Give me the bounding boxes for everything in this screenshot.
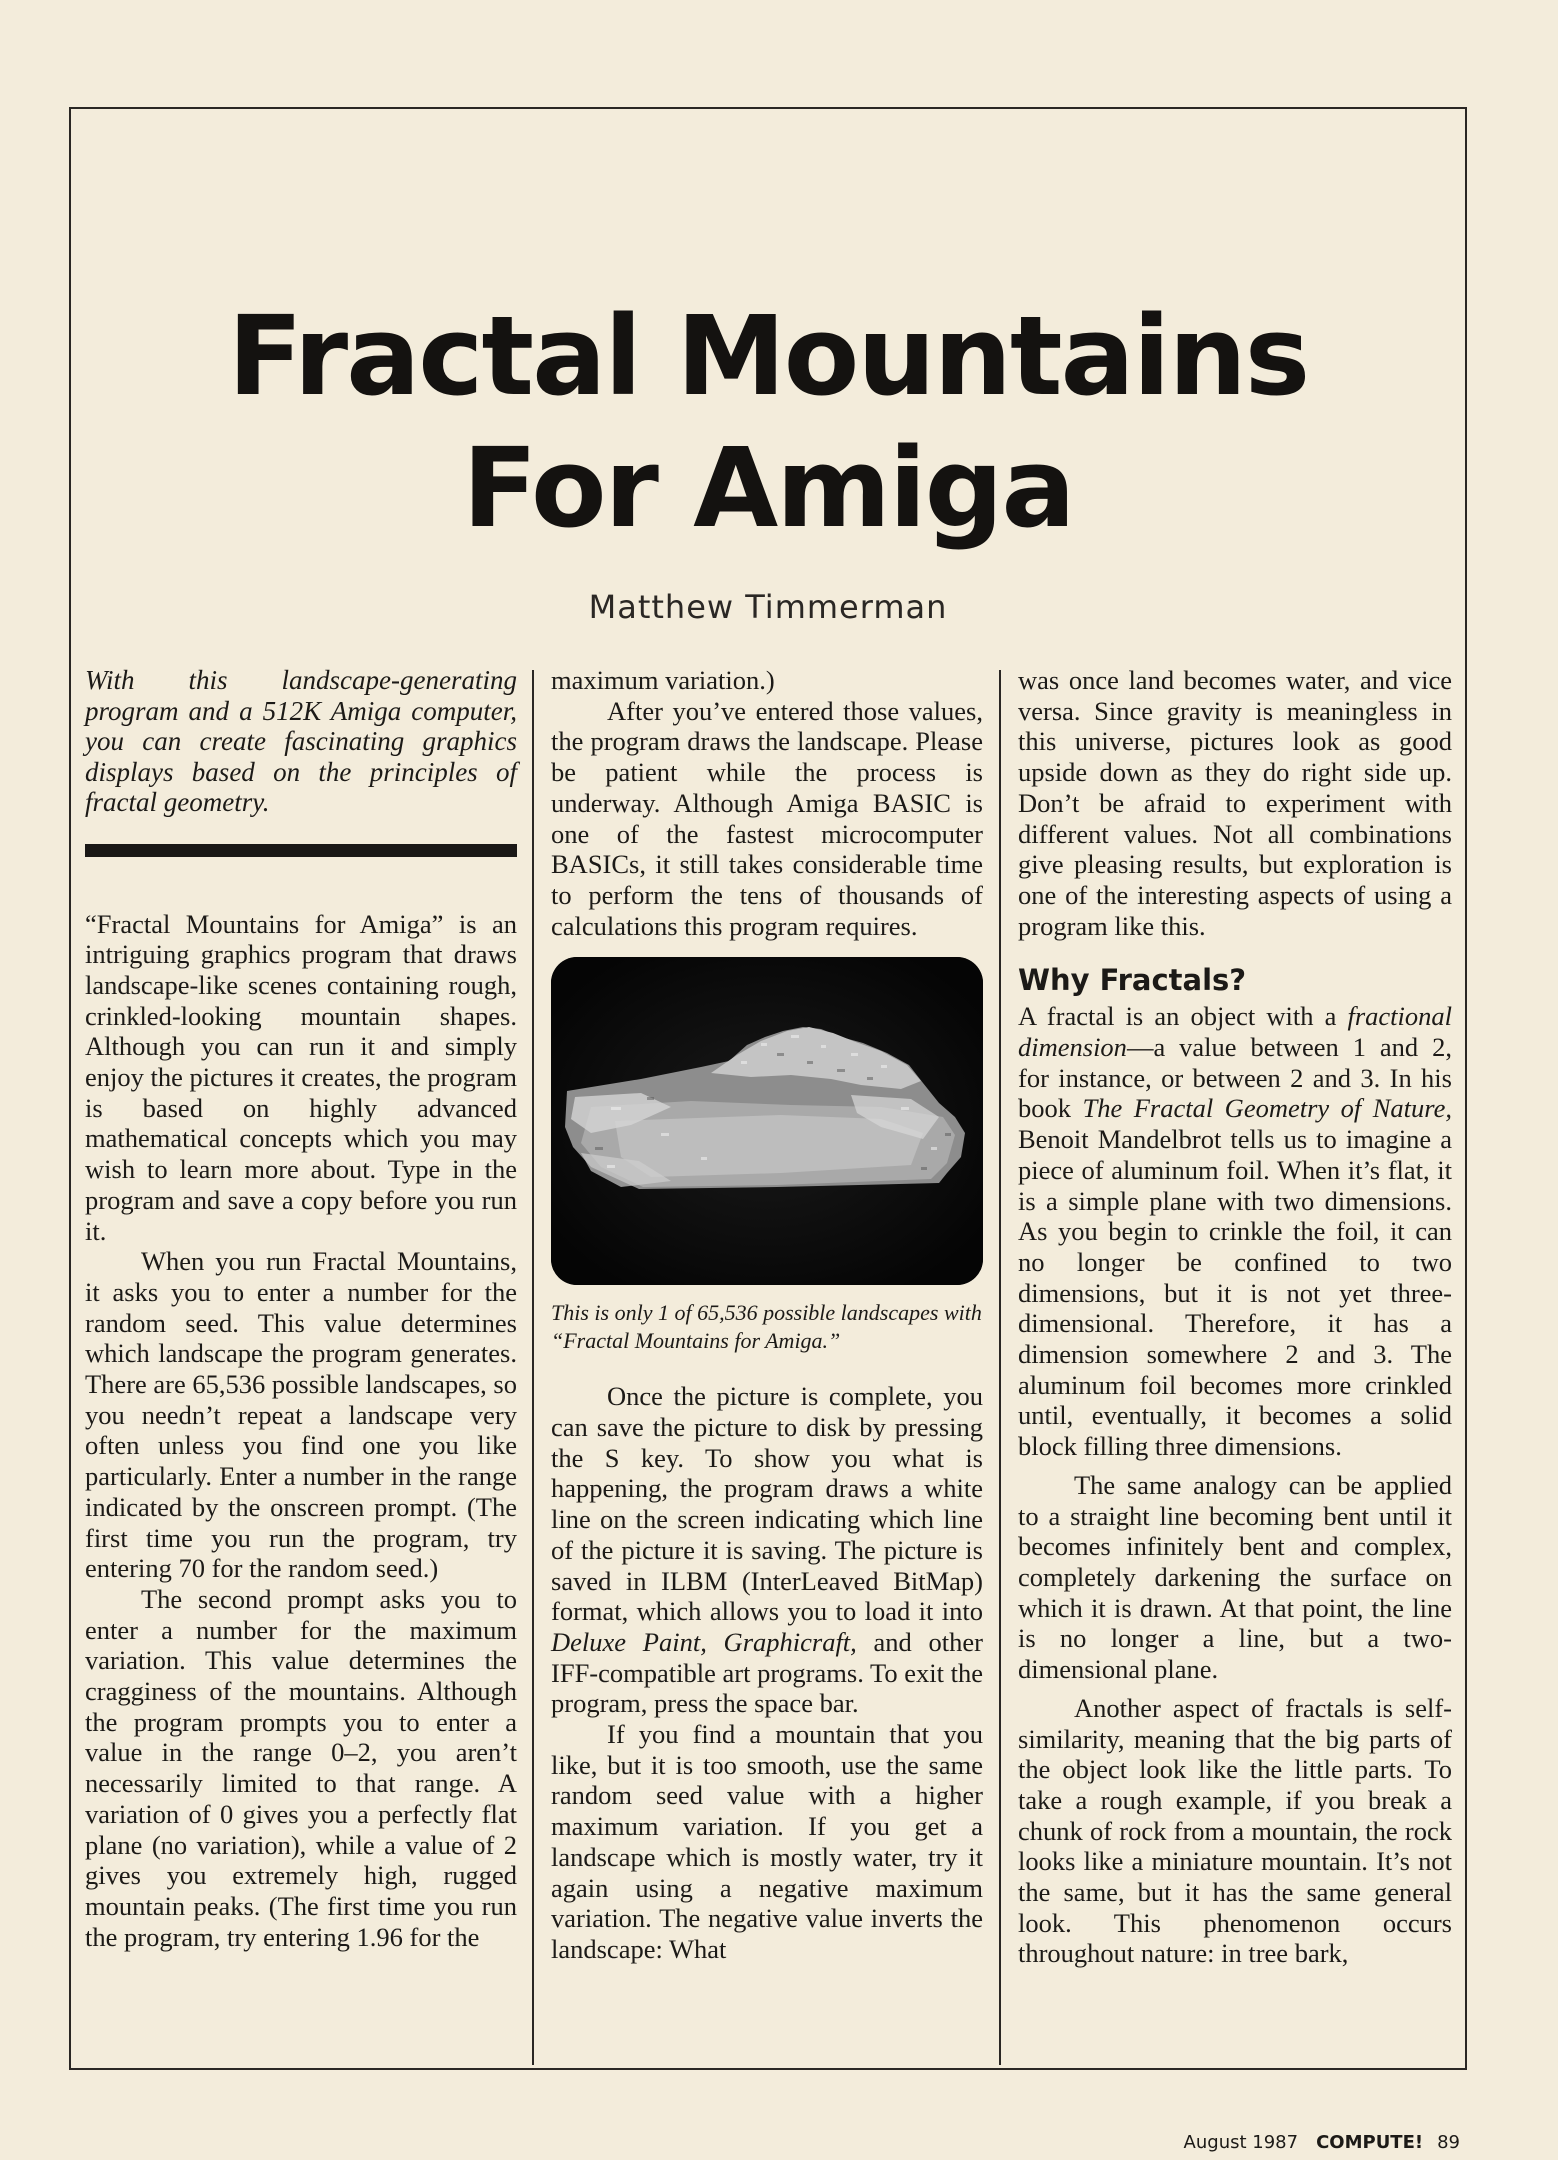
magazine-name: COMPUTE! (1316, 2132, 1424, 2153)
title-line-1: Fractal Mountains (227, 292, 1309, 420)
section-heading: Why Fractals? (1018, 963, 1247, 998)
column-divider-1 (532, 670, 534, 2065)
col2-paragraph-4: If you find a mountain that you like, but it is too smooth, use the same random seed value with a higher maximum variation. If you get a landscape which is mostly water, try it again using a negative maximum variation. The negative value inverts the landscape: What (551, 1719, 983, 1964)
column-2 (551, 665, 983, 1965)
col2-paragraph-1: maximum variation.) (551, 665, 775, 695)
page-number: 89 (1437, 2132, 1460, 2153)
photo-caption: This is only 1 of 65,536 possible landscapes with “Fractal Mountains for Amiga.” (551, 1300, 982, 1354)
col3-paragraph-2: A fractal is an object with a fractional dimension—a value between 1 and 2, for instance, or between 2 and 3. In his book The Fractal Geometry of Nature, Benoit Mandelbrot tells us to imagine a piece of aluminum foil. When it’s flat, it is a simple plane with two dimensions. As you begin to crinkle the foil, it can no longer be confined to two dimensions, but it is not yet three-dimensional. Therefore, it has a dimension somewhere 2 and 3. The aluminum foil becomes more crinkled until, eventually, it becomes a solid block filling three dimensions. (1018, 1001, 1452, 1462)
col3-paragraph-1: was once land becomes water, and vice versa. Since gravity is meaningless in this universe, pictures look as good upside down as they do right side up. Don’t be afraid to experiment with different values. Not all combinations give pleasing results, but exploration is one of the interesting aspects of using a program like this. (1018, 665, 1452, 941)
article-deck: With this landscape-generating program and a 512K Amiga computer, you can create fascinating graphics displays based on the principles of fractal geometry. (85, 665, 517, 817)
column-divider-2 (999, 670, 1001, 2065)
column-3 (1018, 665, 1452, 1969)
col1-paragraph-2: When you run Fractal Mountains, it asks you to enter a number for the random seed. This value determines which landscape the program generates. There are 65,536 possible landscapes, so you needn’t repeat a landscape very often unless you find one you like particularly. Enter a number in the range indicated by the onscreen prompt. (The first time you run the program, try entering 70 for the random seed.) (85, 1246, 517, 1584)
fractal-landscape-icon (551, 957, 983, 1285)
title-line-2: For Amiga (462, 424, 1074, 552)
col3-paragraph-4: Another aspect of fractals is self-similarity, meaning that the big parts of the object look like the little parts. To take a rough example, if you break a chunk of rock from a mountain, the rock looks like a miniature mountain. It’s not the same, but it has the same general look. This phenomenon occurs throughout nature: in tree bark, (1018, 1692, 1452, 1969)
page-footer (1184, 2132, 1460, 2153)
col1-paragraph-3: The second prompt asks you to enter a number for the maximum variation. This value determines the cragginess of the mountains. Although the program prompts you to enter a value in the range 0–2, you aren’t necessarily limited to that range. A variation of 0 gives you a perfectly flat plane (no variation), while a value of 2 gives you extremely high, rugged mountain peaks. (The first time you run the program, try entering 1.96 for the (85, 1583, 517, 1952)
column-1 (85, 665, 517, 1952)
col2-paragraph-2: After you’ve entered those values, the program draws the landscape. Please be patient while the process is underway. Although Amiga BASIC is one of the fastest microcomputer BASICs, it still takes considerable time to perform the tens of thousands of calculations this program requires. (551, 695, 983, 941)
issue-date: August 1987 (1183, 2132, 1299, 2153)
fractal-landscape-photo (551, 957, 983, 1285)
article-title (69, 290, 1467, 554)
deck-rule (85, 844, 517, 857)
col2-paragraph-3: Once the picture is complete, you can save the picture to disk by pressing the S key. To show you what is happening, the program draws a white line on the screen indicating which line of the picture it is saving. The picture is saved in ILBM (InterLeaved BitMap) format, which allows you to load it into Deluxe Paint, Graphicraft, and other IFF-compatible art programs. To exit the program, press the space bar. (551, 1381, 983, 1719)
byline: Matthew Timmerman (588, 588, 948, 626)
col1-paragraph-1: “Fractal Mountains for Amiga” is an intriguing graphics program that draws landscape-like scenes containing rough, crinkled-looking mountain shapes. Although you can run it and simply enjoy the pictures it creates, the program is based on highly advanced mathematical concepts which you may wish to learn more about. Type in the program and save a copy before you run it. (85, 908, 517, 1246)
col3-paragraph-3: The same analogy can be applied to a straight line becoming bent until it becomes infinitely bent and complex, completely darkening the surface on which it is drawn. At that point, the line is no longer a line, but a two-dimensional plane. (1018, 1469, 1452, 1685)
